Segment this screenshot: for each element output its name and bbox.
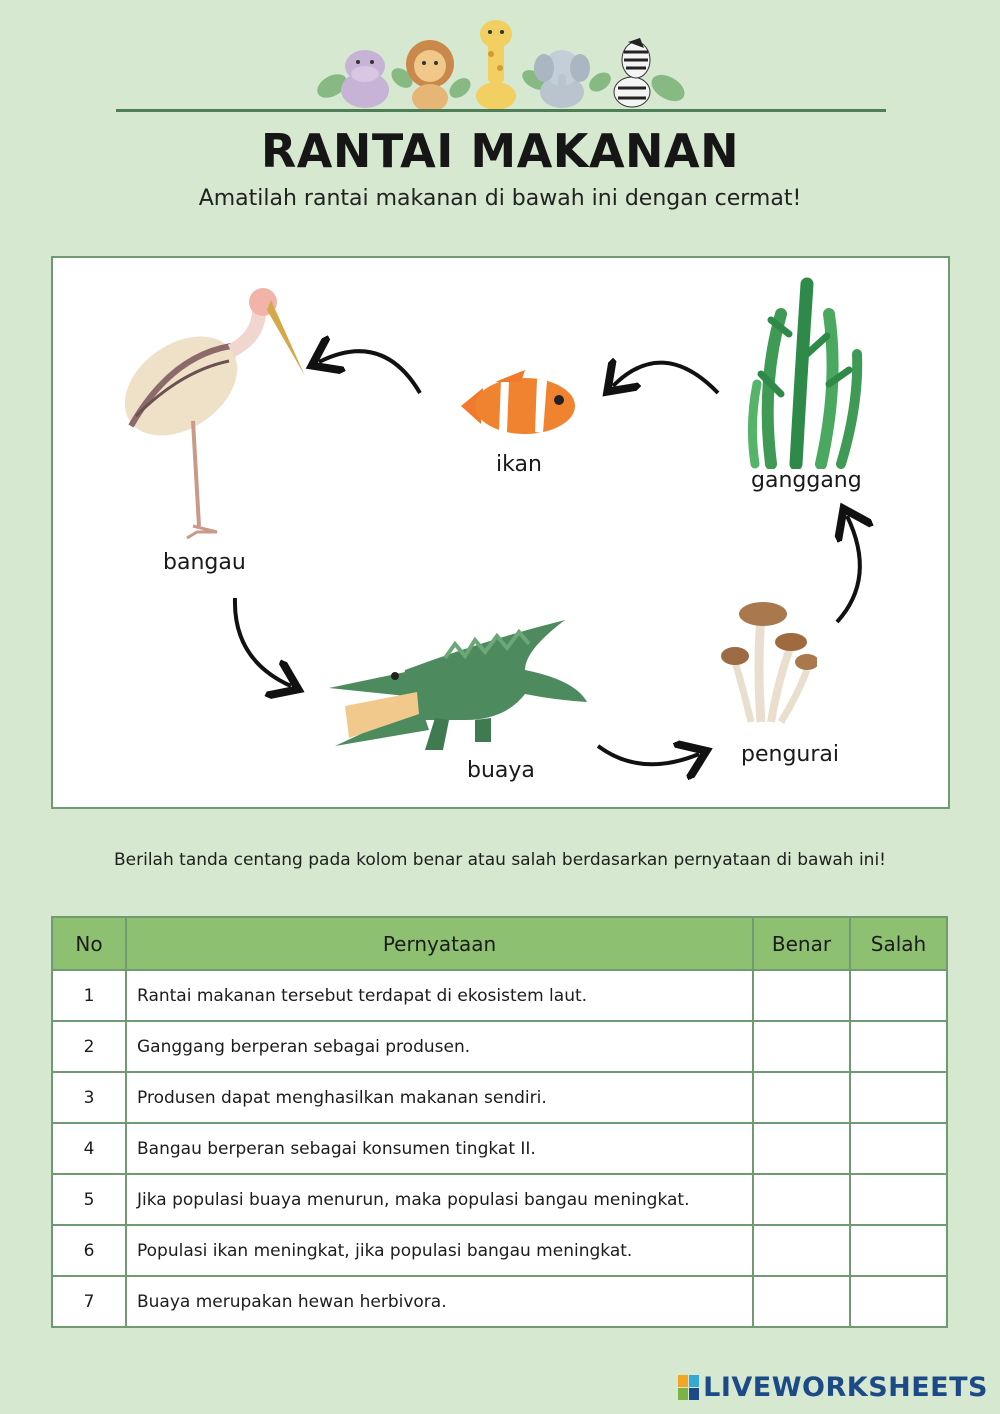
liveworksheets-mark-icon (678, 1375, 700, 1401)
benar-checkbox-cell[interactable] (753, 1072, 850, 1123)
row-statement: Bangau berperan sebagai konsumen tingkat II. (126, 1123, 753, 1174)
table-row (52, 1225, 947, 1276)
header-benar: Benar (753, 917, 850, 970)
benar-checkbox-cell[interactable] (753, 1123, 850, 1174)
benar-checkbox-cell[interactable] (753, 970, 850, 1021)
salah-checkbox-cell[interactable] (850, 1072, 947, 1123)
label-bangau: bangau (163, 550, 246, 575)
instruction-text: Berilah tanda centang pada kolom benar atau salah berdasarkan pernyataan di bawah ini! (114, 850, 886, 870)
label-ikan: ikan (496, 452, 542, 477)
elephant-icon (534, 50, 590, 108)
row-statement: Populasi ikan meningkat, jika populasi bangau meningkat. (126, 1225, 753, 1276)
salah-checkbox-cell[interactable] (850, 1174, 947, 1225)
liveworksheets-logo[interactable] (678, 1372, 988, 1403)
table-row (52, 1174, 947, 1225)
salah-checkbox-cell[interactable] (850, 1021, 947, 1072)
row-number: 3 (52, 1072, 126, 1123)
header-divider (116, 109, 886, 112)
salah-checkbox-cell[interactable] (850, 1225, 947, 1276)
hippo-icon (341, 50, 389, 108)
zebra-icon (614, 38, 650, 107)
row-number: 5 (52, 1174, 126, 1225)
table-row (52, 1276, 947, 1327)
benar-checkbox-cell[interactable] (753, 1225, 850, 1276)
label-pengurai: pengurai (741, 742, 839, 767)
row-number: 7 (52, 1276, 126, 1327)
clownfish-icon (455, 366, 585, 446)
page-subtitle: Amatilah rantai makanan di bawah ini dengan cermat! (198, 186, 802, 211)
header-no: No (52, 917, 126, 970)
table-row (52, 1021, 947, 1072)
giraffe-icon (476, 20, 516, 110)
stork-icon (111, 276, 311, 546)
benar-checkbox-cell[interactable] (753, 1276, 850, 1327)
row-number: 4 (52, 1123, 126, 1174)
food-chain-diagram (51, 256, 950, 809)
header-salah: Salah (850, 917, 947, 970)
row-statement: Jika populasi buaya menurun, maka populasi bangau meningkat. (126, 1174, 753, 1225)
mushroom-icon (721, 596, 817, 731)
table-header-row (52, 917, 947, 970)
liveworksheets-wordmark: LIVEWORKSHEETS (703, 1372, 988, 1403)
table-row (52, 970, 947, 1021)
salah-checkbox-cell[interactable] (850, 1123, 947, 1174)
header-animal-decoration (310, 8, 690, 112)
row-statement: Ganggang berperan sebagai produsen. (126, 1021, 753, 1072)
row-statement: Rantai makanan tersebut terdapat di ekosistem laut. (126, 970, 753, 1021)
seaweed-icon (741, 274, 871, 469)
page-title: RANTAI MAKANAN (260, 124, 740, 178)
statement-table (51, 916, 948, 1328)
label-ganggang: ganggang (751, 468, 862, 493)
row-number: 6 (52, 1225, 126, 1276)
row-statement: Buaya merupakan hewan herbivora. (126, 1276, 753, 1327)
label-buaya: buaya (467, 758, 535, 783)
arrow-ikan-to-bangau (319, 351, 420, 393)
arrow-bangau-to-buaya (235, 598, 291, 686)
arrow-pengurai-to-ganggang (837, 516, 860, 622)
row-statement: Produsen dapat menghasilkan makanan sendiri. (126, 1072, 753, 1123)
benar-checkbox-cell[interactable] (753, 1174, 850, 1225)
arrow-ganggang-to-ikan (613, 363, 718, 393)
table-row (52, 1123, 947, 1174)
benar-checkbox-cell[interactable] (753, 1021, 850, 1072)
arrow-buaya-to-pengurai (598, 746, 699, 764)
row-number: 1 (52, 970, 126, 1021)
header-statement: Pernyataan (126, 917, 753, 970)
table-row (52, 1072, 947, 1123)
row-number: 2 (52, 1021, 126, 1072)
salah-checkbox-cell[interactable] (850, 1276, 947, 1327)
lion-icon (406, 40, 454, 112)
salah-checkbox-cell[interactable] (850, 970, 947, 1021)
crocodile-icon (325, 610, 597, 760)
